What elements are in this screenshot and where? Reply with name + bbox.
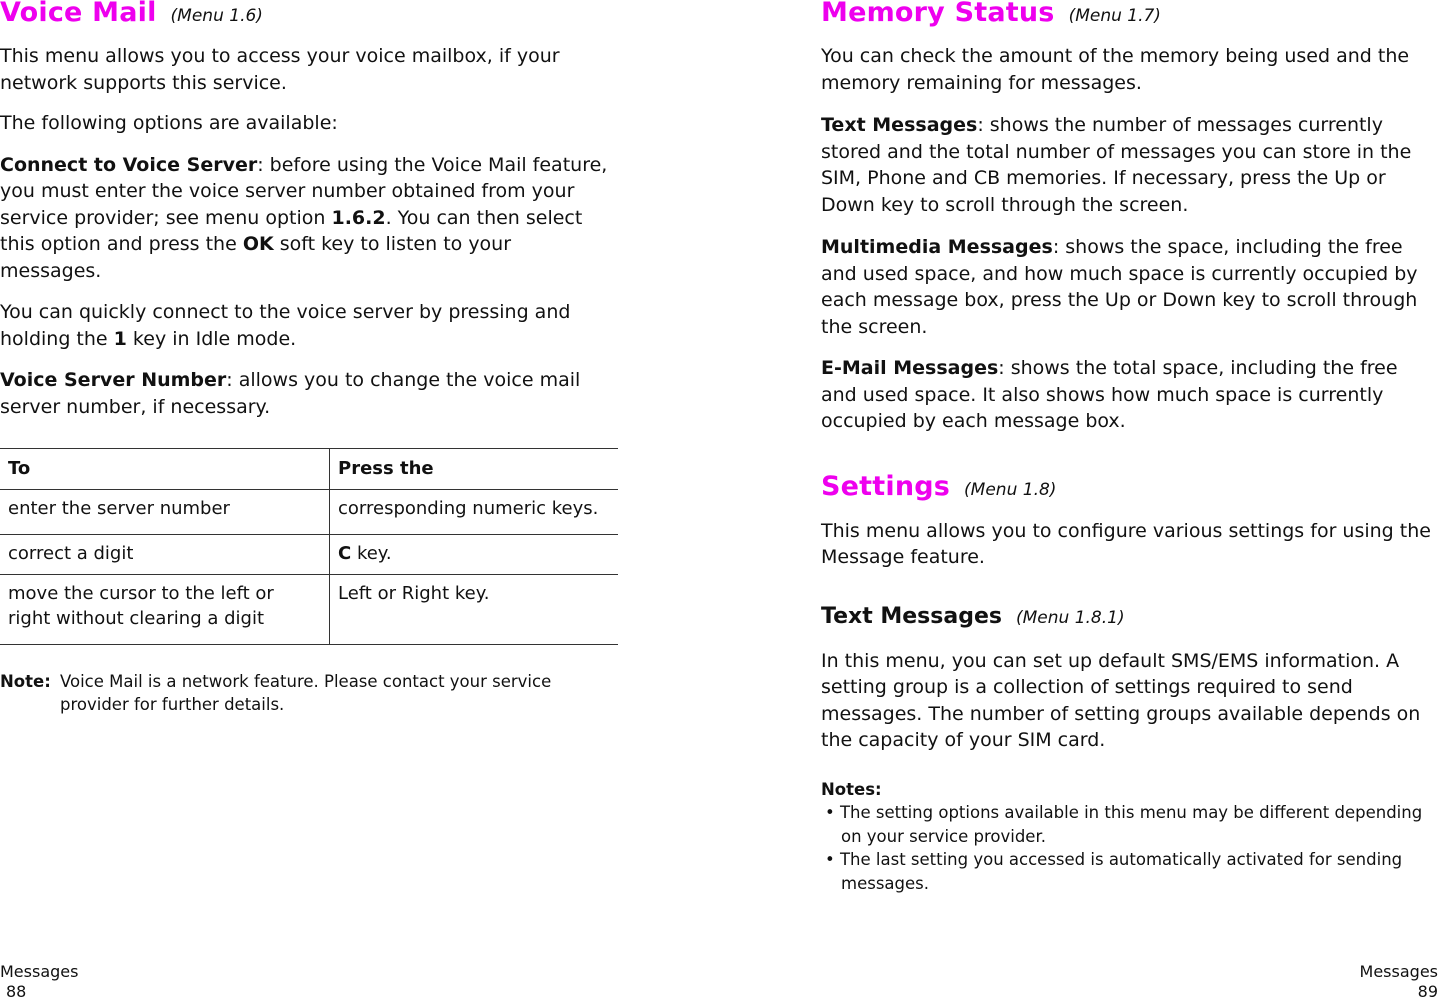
key-1: 1 bbox=[113, 327, 127, 350]
notes-item: • The setting options available in this menu may be different depending on your service provider. bbox=[825, 803, 1423, 846]
text-messages-term: Text Messages bbox=[821, 114, 978, 136]
voice-mail-menu-ref: (Menu 1.6) bbox=[170, 6, 263, 26]
connect-text-1: : before using the Voice Mail feature, you must enter the voice server number obtained from your service provider; see menu option bbox=[0, 153, 608, 229]
quick-connect-paragraph bbox=[0, 299, 618, 352]
c-key: C bbox=[338, 543, 352, 564]
note-text: Voice Mail is a network feature. Please contact your service provider for further details. bbox=[60, 672, 552, 714]
left-page bbox=[0, 0, 618, 716]
right-page bbox=[821, 0, 1436, 895]
multimedia-messages-term: Multimedia Messages bbox=[821, 236, 1053, 258]
text-messages-intro: In this menu, you can set up default SMS/EMS information. A setting group is a collection of settings required to send messages. The number of setting groups available depends on the capacity of your SIM card. bbox=[821, 649, 1421, 751]
settings-heading bbox=[821, 470, 1436, 503]
settings-menu-ref: (Menu 1.8) bbox=[964, 479, 1057, 500]
table-header-to: To bbox=[0, 449, 330, 490]
email-messages-paragraph bbox=[821, 355, 1436, 435]
email-messages-text: : shows the total space, including the free and used space. It also shows how much space is currently occupied by each message box. bbox=[821, 357, 1398, 432]
voice-mail-heading-row bbox=[0, 0, 618, 29]
voice-mail-intro: This menu allows you to access your voice mailbox, if your network supports this service. bbox=[0, 45, 560, 94]
left-footer bbox=[0, 962, 78, 1002]
settings-intro: This menu allows you to configure various settings for using the Message feature. bbox=[821, 519, 1431, 568]
table-cell-press: corresponding numeric keys. bbox=[338, 498, 599, 519]
table-header-press: Press the bbox=[338, 458, 434, 479]
table-cell-to: enter the server number bbox=[0, 490, 330, 535]
table-cell-to: correct a digit bbox=[0, 535, 330, 575]
voice-mail-note bbox=[0, 670, 618, 716]
server-number-term: Voice Server Number bbox=[0, 369, 227, 391]
table-cell-press: Left or Right key. bbox=[338, 583, 490, 604]
right-footer-section: Messages bbox=[1359, 962, 1438, 981]
connect-text-2: . You can then select this option and press the bbox=[0, 206, 583, 255]
text-messages-title: Text Messages bbox=[821, 603, 1002, 629]
text-messages-heading bbox=[821, 604, 1436, 631]
menu-option-ref: 1.6.2 bbox=[331, 206, 386, 229]
key-table bbox=[0, 448, 618, 645]
notes-block bbox=[821, 778, 1436, 896]
connect-term: Connect to Voice Server bbox=[0, 153, 258, 176]
memory-status-menu-ref: (Menu 1.7) bbox=[1068, 6, 1161, 26]
email-messages-term: E-Mail Messages bbox=[821, 357, 999, 379]
server-number-text: : allows you to change the voice mail server number, if necessary. bbox=[0, 369, 581, 418]
voice-mail-title: Voice Mail bbox=[0, 0, 157, 28]
memory-status-title: Memory Status bbox=[821, 0, 1055, 28]
right-footer bbox=[1360, 962, 1438, 1002]
text-messages-text: : shows the number of messages currently stored and the total number of messages you can store in the SIM, Phone and CB memories. If necessary, press the Up or Down key to scroll through the screen. bbox=[821, 114, 1412, 216]
table-cell-to: move the cursor to the left or right without clearing a digit bbox=[0, 575, 330, 645]
table-row bbox=[0, 575, 618, 645]
note-label: Note: bbox=[0, 672, 51, 691]
connect-text-3: soft key to listen to your messages. bbox=[0, 233, 512, 282]
voice-mail-heading bbox=[0, 0, 618, 29]
left-page-number: 88 bbox=[6, 982, 27, 1001]
options-intro: The following options are available: bbox=[0, 112, 338, 134]
table-row bbox=[0, 535, 618, 575]
right-page-number: 89 bbox=[1417, 982, 1438, 1001]
memory-intro: You can check the amount of the memory being used and the memory remaining for messages. bbox=[821, 45, 1410, 94]
press-text: key. bbox=[351, 543, 392, 564]
notes-label: Notes: bbox=[821, 779, 882, 799]
settings-title: Settings bbox=[821, 470, 951, 502]
left-footer-section: Messages bbox=[0, 962, 79, 981]
quick-text-2: key in Idle mode. bbox=[126, 327, 297, 350]
voice-server-number-paragraph bbox=[0, 367, 618, 420]
table-row bbox=[0, 490, 618, 535]
quick-text-1: You can quickly connect to the voice server by pressing and holding the bbox=[0, 301, 571, 350]
connect-to-voice-server-paragraph bbox=[0, 152, 618, 285]
table-header-row bbox=[0, 449, 618, 490]
multimedia-messages-paragraph bbox=[821, 234, 1436, 340]
multimedia-messages-text: : shows the space, including the free and used space, and how much space is currently occupied by each message box, press the Up or Down key to scroll through the screen. bbox=[821, 236, 1418, 338]
notes-item: • The last setting you accessed is automatically activated for sending messages. bbox=[825, 850, 1403, 893]
text-messages-paragraph bbox=[821, 112, 1436, 218]
table-cell-press bbox=[330, 535, 619, 575]
text-messages-menu-ref: (Menu 1.8.1) bbox=[1015, 607, 1125, 628]
memory-status-heading bbox=[821, 0, 1436, 29]
ok-key: OK bbox=[242, 233, 274, 255]
